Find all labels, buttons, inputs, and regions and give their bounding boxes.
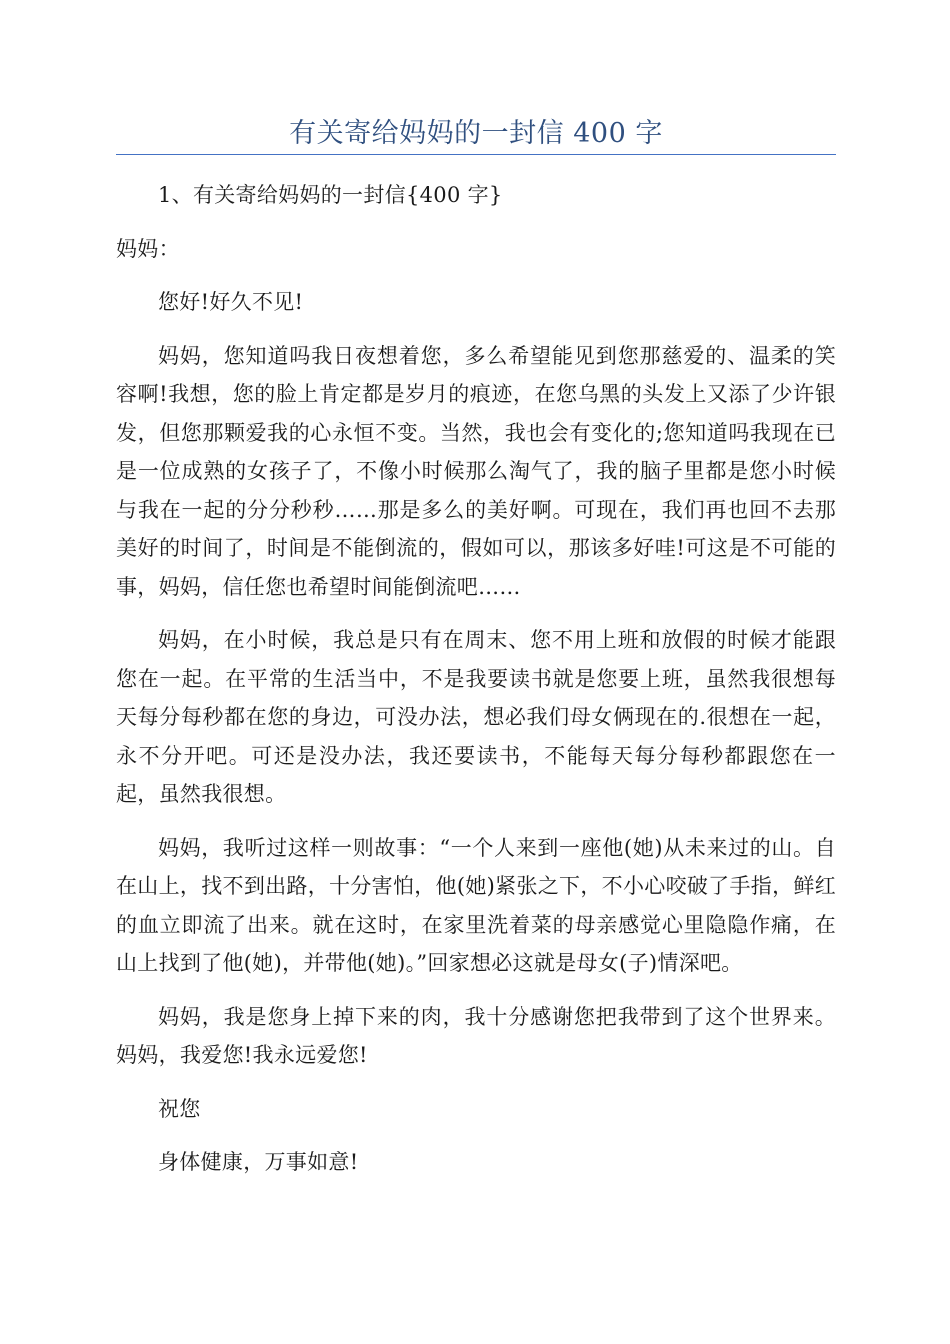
salutation: 妈妈： [116, 236, 180, 261]
paragraph-3: 妈妈，我听过这样一则故事：“一个人来到一座他(她)从未来过的山。自在山上，找不到出路，十分害怕，他(她)紧张之下，不小心咬破了手指，鲜红的血立即流了出来。就在这时，在家里洗着菜的母亲感觉心里隐隐作痛，在山上找到了他(她)，并带他(她)。”回家想必这就是母女(子)情深吧。 [116, 835, 836, 975]
paragraph-4: 妈妈，我是您身上掉下来的肉，我十分感谢您把我带到了这个世界来。妈妈，我爱您!我永远爱您! [116, 1004, 836, 1067]
greeting: 您好!好久不见! [158, 290, 304, 314]
closing-wish: 祝您 [158, 1096, 201, 1121]
closing-blessing: 身体健康，万事如意! [158, 1150, 359, 1174]
title-underline [116, 154, 836, 155]
section-heading: 1、有关寄给妈妈的一封信{400 字} [158, 183, 503, 207]
paragraph-2: 妈妈，在小时候，我总是只有在周末、您不用上班和放假的时候才能跟您在一起。在平常的生活当中，不是我要读书就是您要上班，虽然我很想每天每分每秒都在您的身边，可没办法，想必我们母女俩现在的.很想在一起，永不分开吧。可还是没办法，我还要读书，不能每天每分每秒都跟您在一起，虽然我很想。 [116, 628, 836, 806]
document-title: 有关寄给妈妈的一封信 400 字 [289, 118, 663, 149]
paragraph-1: 妈妈，您知道吗我日夜想着您，多么希望能见到您那慈爱的、温柔的笑容啊!我想，您的脸上肯定都是岁月的痕迹，在您乌黑的头发上又添了少许银发，但您那颗爱我的心永恒不变。当然，我也会有变化的;您知道吗我现在已是一位成熟的女孩子了，不像小时候那么淘气了，我的脑子里都是您小时候与我在一起的分分秒秒……那是多么的美好啊。可现在，我们再也回不去那美好的时间了，时间是不能倒流的，假如可以，那该多好哇!可这是不可能的事，妈妈，信任您也希望时间能倒流吧…… [116, 343, 836, 599]
document-body [116, 176, 836, 1197]
